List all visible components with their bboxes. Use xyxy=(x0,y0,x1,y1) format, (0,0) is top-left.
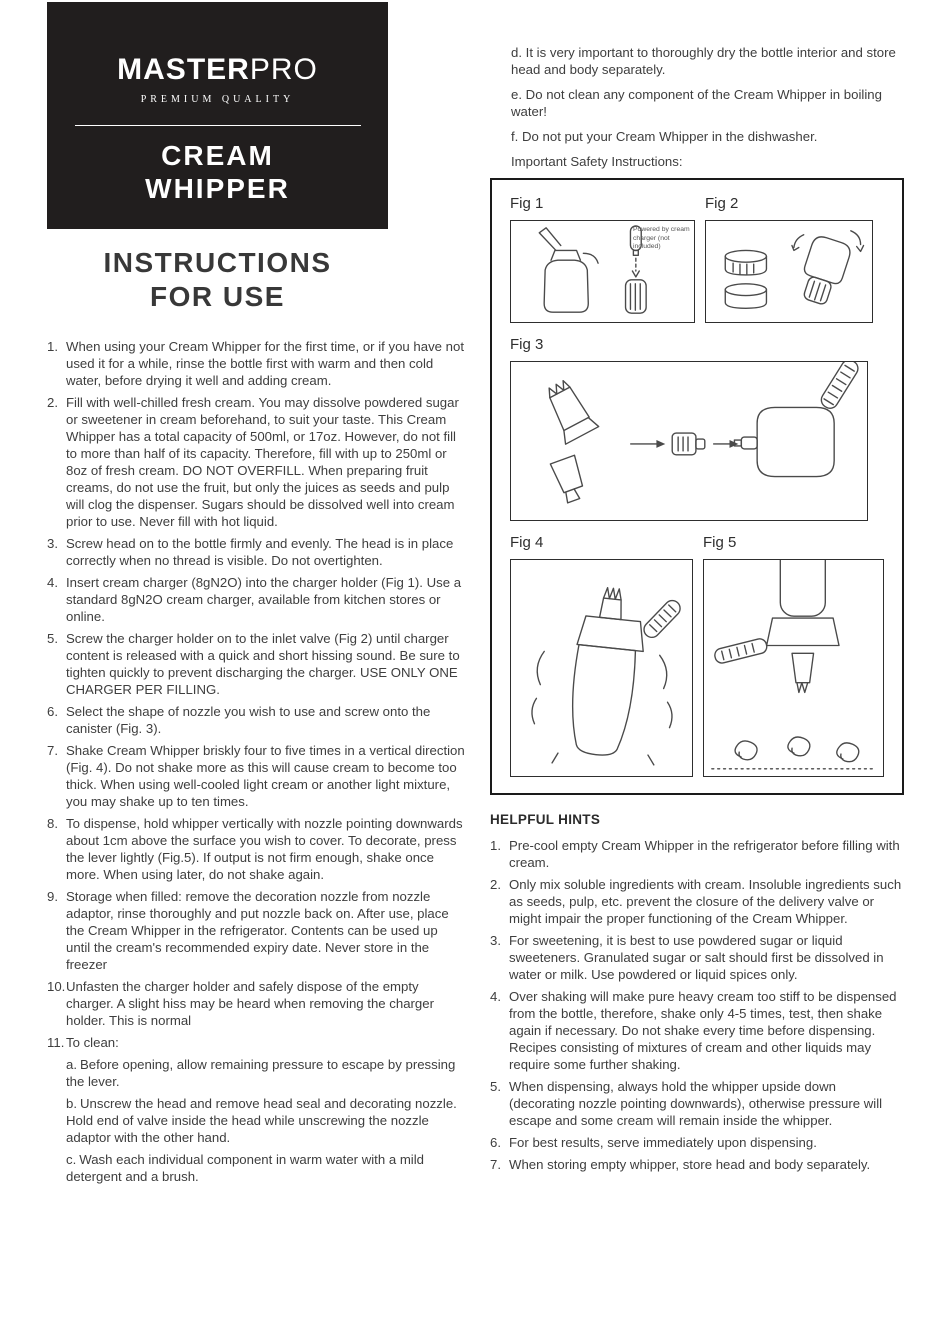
item-text: Screw head on to the bottle firmly and evenly. The head is in place correctly when no thread is visible. Do not overtighten. xyxy=(66,536,454,568)
product-name-line1: CREAM xyxy=(161,140,274,171)
cleaning-continued xyxy=(511,44,904,170)
clean-step-text: Do not clean any component of the Cream Whipper in boiling water! xyxy=(511,87,882,119)
hint-item xyxy=(490,1156,904,1173)
hint-text: For best results, serve immediately upon dispensing. xyxy=(509,1135,817,1150)
figures-panel xyxy=(490,178,904,795)
item-text: Screw the charger holder on to the inlet valve (Fig 2) until charger content is released with a quick and short hissing sound. Be sure to tighten quickly to prevent discharging the charger. USE ONLY ONE CHARGER PER FILLING. xyxy=(66,631,460,697)
hint-text: For sweetening, it is best to use powdered sugar or liquid sweeteners. Granulated sugar or salt should first be dissolved in water or milk. Use powdered or liquid spices only. xyxy=(509,933,884,982)
instruction-item xyxy=(47,978,465,1029)
clean-step-label: d. xyxy=(511,45,522,60)
hint-number: 5. xyxy=(490,1079,501,1094)
clean-step-text: Do not put your Cream Whipper in the dishwasher. xyxy=(522,129,818,144)
hint-number: 3. xyxy=(490,933,501,948)
fig1-cell xyxy=(510,192,695,323)
hint-text: Over shaking will make pure heavy cream too stiff to be dispensed from the bottle, therefore, shake only 4-5 times, test, then shake again if necessary. Do not shake every time before dispensing. Recipes consisting of mixtures of cream and other liquids may require some further shaking. xyxy=(509,989,897,1072)
item-text: Storage when filled: remove the decoration nozzle from nozzle adaptor, rinse thoroughly and put nozzle back on. After use, place the Cream Whipper in the refrigerator. Contents can be used up until the cream's recommended expiry date. Never store in the freezer xyxy=(66,889,449,972)
hint-number: 4. xyxy=(490,989,501,1004)
hint-number: 2. xyxy=(490,877,501,892)
fig4-cell xyxy=(510,521,693,777)
item-text: Select the shape of nozzle you wish to use and screw onto the canister (Fig. 3). xyxy=(66,704,431,736)
item-text: Fill with well-chilled fresh cream. You may dissolve powdered sugar or sweetener in cream beforehand, to suit your taste. This Cream Whipper has a total capacity of 500ml, or 17oz. However, do not fill to more than half of its capacity. Therefore, fill with up to 250ml or 8oz of fresh cream. DO NOT OVERFILL. When preparing fruit creams, do not use the fruit, but only the juices as seeds and pulp will clog the dispenser. Sugars should be dissolved well into cream prior to use. Never fill with hot liquid. xyxy=(66,395,459,529)
fig2-drawing xyxy=(706,221,872,322)
instruction-item xyxy=(47,1034,465,1051)
item-text: To dispense, hold whipper vertically with nozzle pointing downwards about 1cm above the surface you wish to cover. To decorate, press the lever lightly (Fig.5). If output is not firm enough, shake once more. When using later, do not shake again. xyxy=(66,816,463,882)
logo-pro: PRO xyxy=(249,53,318,86)
hints-list xyxy=(490,837,904,1173)
instruction-item xyxy=(47,535,465,569)
figures-row-1 xyxy=(510,192,884,323)
item-number: 6. xyxy=(47,704,58,719)
fig3-label: Fig 3 xyxy=(510,336,544,353)
fig3-frame xyxy=(510,361,868,521)
safety-heading: Important Safety Instructions: xyxy=(511,154,683,169)
item-number: 2. xyxy=(47,395,58,410)
clean-step xyxy=(66,1151,465,1185)
hint-item xyxy=(490,932,904,983)
item-number: 9. xyxy=(47,889,58,904)
instruction-item xyxy=(47,338,465,389)
clean-step xyxy=(66,1056,465,1090)
instruction-item xyxy=(47,574,465,625)
clean-step-label: b. xyxy=(66,1096,77,1111)
instruction-item xyxy=(47,703,465,737)
brand-box xyxy=(47,2,388,229)
fig3-drawing xyxy=(511,362,867,520)
clean-step xyxy=(511,44,904,78)
instruction-item xyxy=(47,815,465,883)
fig5-drawing xyxy=(704,560,883,776)
fig2-cell xyxy=(705,192,873,323)
clean-step-label: a. xyxy=(66,1057,77,1072)
right-column xyxy=(490,44,904,1178)
fig5-cell xyxy=(703,521,884,777)
fig4-label: Fig 4 xyxy=(510,534,544,551)
fig1-frame xyxy=(510,220,695,323)
hint-text: When storing empty whipper, store head and body separately. xyxy=(509,1157,871,1172)
page-title-line1: INSTRUCTIONS xyxy=(103,247,332,278)
hint-number: 6. xyxy=(490,1135,501,1150)
fig1-charger-note: Powered by cream charger (not included) xyxy=(633,226,690,250)
item-number: 7. xyxy=(47,743,58,758)
item-text: Shake Cream Whipper briskly four to five times in a vertical direction (Fig. 4). Do not shake more as this will cause cream to become too thick. When using well-cooled light cream or another light mixture, you may shake up to ten times. xyxy=(66,743,465,809)
clean-step xyxy=(511,86,904,120)
page-title xyxy=(47,246,388,314)
hint-number: 7. xyxy=(490,1157,501,1172)
fig4-drawing xyxy=(511,560,692,776)
page-title-line2: FOR USE xyxy=(150,281,285,312)
brand-tagline: PREMIUM QUALITY xyxy=(140,94,295,105)
logo-master: MASTER xyxy=(117,53,250,86)
fig5-frame xyxy=(703,559,884,777)
item-number: 4. xyxy=(47,575,58,590)
item-number: 5. xyxy=(47,631,58,646)
clean-step-text: Before opening, allow remaining pressure to escape by pressing the lever. xyxy=(66,1057,456,1089)
item-text: When using your Cream Whipper for the first time, or if you have not used it for a while, rinse the bottle first with warm and then cold water, before drying it well and adding cream. xyxy=(66,339,464,388)
hint-item xyxy=(490,988,904,1073)
hint-text: Only mix soluble ingredients with cream. Insoluble ingredients such as seeds, pulp, etc. prevent the closure of the delivery valve or might impair the proper functioning of the Cream Whipper. xyxy=(509,877,902,926)
hint-item xyxy=(490,1134,904,1151)
clean-step xyxy=(511,128,904,145)
product-name xyxy=(47,139,388,205)
instruction-item xyxy=(47,742,465,810)
clean-step-label: f. xyxy=(511,129,519,144)
item-number: 11. xyxy=(47,1035,65,1050)
brand-logo xyxy=(47,54,388,86)
product-name-line2: WHIPPER xyxy=(145,173,290,204)
hints-title: HELPFUL HINTS xyxy=(490,812,601,827)
fig2-label: Fig 2 xyxy=(705,195,739,212)
hint-item xyxy=(490,837,904,871)
clean-step-text: Unscrew the head and remove head seal and decorating nozzle. Hold end of valve inside the head while unscrewing the nozzle adaptor with the other hand. xyxy=(66,1096,457,1145)
instruction-item xyxy=(47,394,465,530)
fig2-frame xyxy=(705,220,873,323)
brand-divider xyxy=(75,125,361,126)
hint-text: Pre-cool empty Cream Whipper in the refrigerator before filling with cream. xyxy=(509,838,900,870)
figures-row-2 xyxy=(510,521,884,777)
item-text: To clean: xyxy=(66,1035,119,1050)
clean-step-label: c. xyxy=(66,1152,77,1167)
item-text: Unfasten the charger holder and safely dispose of the empty charger. A slight hiss may be heard when removing the charger holder. This is normal xyxy=(66,979,434,1028)
fig5-label: Fig 5 xyxy=(702,534,737,551)
item-number: 1. xyxy=(47,339,58,354)
instruction-item xyxy=(47,630,465,698)
hint-item xyxy=(490,1078,904,1129)
clean-step-text: It is very important to thoroughly dry the bottle interior and store head and body separately. xyxy=(511,45,896,77)
item-number: 3. xyxy=(47,536,58,551)
hint-text: When dispensing, always hold the whipper upside down (decorating nozzle pointing downwards), otherwise pressure will escape and some cream will remain inside the whipper. xyxy=(509,1079,883,1128)
fig4-frame xyxy=(510,559,693,777)
instruction-item xyxy=(47,888,465,973)
item-number: 8. xyxy=(47,816,58,831)
clean-step-text: Wash each individual component in warm water with a mild detergent and a brush. xyxy=(66,1152,425,1184)
hint-number: 1. xyxy=(490,838,501,853)
item-number: 10. xyxy=(47,979,66,994)
clean-step-label: e. xyxy=(511,87,522,102)
item-text: Insert cream charger (8gN2O) into the charger holder (Fig 1). Use a standard 8gN2O cream charger, available from kitchen stores or online. xyxy=(66,575,462,624)
hint-item xyxy=(490,876,904,927)
clean-step xyxy=(66,1095,465,1146)
instructions-list xyxy=(47,338,465,1190)
fig1-label: Fig 1 xyxy=(510,195,544,212)
